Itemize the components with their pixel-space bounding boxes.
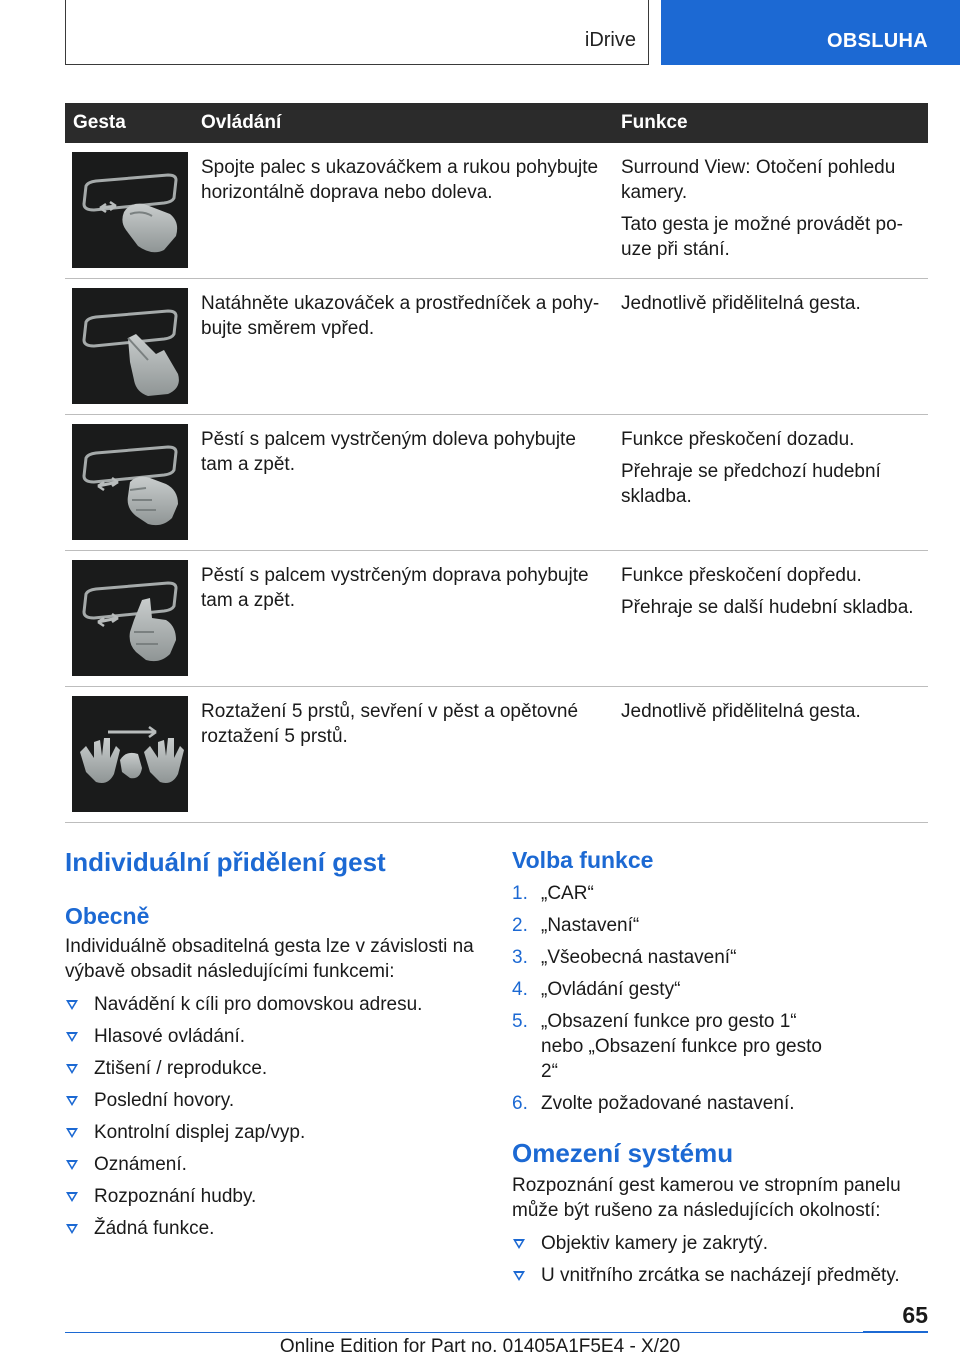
header-section-box [65,0,649,65]
gesture-spread-fist-spread-icon [72,696,188,812]
individual-assignment-section [65,845,475,1248]
triangle-bullet-icon [66,1160,78,1170]
column-header-control: Ovládání [201,112,282,133]
list-item: Poslední hovory. [65,1088,475,1113]
header-tab [661,0,960,65]
triangle-bullet-icon [513,1271,525,1281]
list-item: Kontrolní displej zap/vyp. [65,1120,475,1145]
page-number: 65 [902,1302,928,1328]
table-row [65,279,928,415]
column-header-gesture: Gesta [73,112,126,133]
header-section-label: iDrive [584,29,636,51]
list-item: Ztišení / reprodukce. [65,1056,475,1081]
select-function-section [512,845,932,1295]
gesture-function-text: Funkce přeskočení dopředu. Přehraje se další hudební skladba. [621,565,914,618]
list-item: Oznámení. [65,1152,475,1177]
gesture-control-text: Spojte palec s ukazováčkem a rukou pohybujte horizontálně doprava nebo doleva. [201,157,599,203]
triangle-bullet-icon [66,1192,78,1202]
step-item: 2. „Nastavení“ [512,915,640,936]
list-item: Žádná funkce. [65,1216,475,1241]
header-tab-label: OBSLUHA [827,30,928,52]
step-item: 5. „Obsazení funkce pro gesto 1“ nebo „Obsazení funkce pro gesto 2“ [512,1011,822,1082]
intro-paragraph: Individuálně obsaditelná gesta lze v závislosti na výbavě obsadit následujícími funkcemi: [65,936,474,982]
steps-list [512,881,932,1116]
list-item: U vnitřního zrcátka se nacházejí předměty. [512,1263,932,1288]
gesture-function-text: Funkce přeskočení dozadu. Přehraje se předchozí hudební skladba. [621,429,881,507]
triangle-bullet-icon [66,1000,78,1010]
triangle-bullet-icon [513,1239,525,1249]
gesture-fist-thumb-right-icon [72,560,188,676]
triangle-bullet-icon [66,1064,78,1074]
gesture-function-text: Jednotlivě přidělitelná gesta. [621,701,861,722]
limits-intro-paragraph: Rozpoznání gest kamerou ve stropním panelu může být rušeno za následujících okolností: [512,1175,901,1221]
gesture-fist-thumb-left-icon [72,424,188,540]
limits-list [512,1231,932,1288]
step-item: 4. „Ovládání gesty“ [512,979,681,1000]
step-item: 3. „Všeobecná nastavení“ [512,947,737,968]
list-item: Rozpoznání hudby. [65,1184,475,1209]
gesture-control-text: Natáhněte ukazováček a prostředníček a pohy‐bujte směrem vpřed. [201,293,600,339]
gesture-function-text: Jednotlivě přidělitelná gesta. [621,293,861,314]
table-header [65,103,928,143]
triangle-bullet-icon [66,1224,78,1234]
gesture-table [65,103,928,823]
table-row [65,551,928,687]
select-function-title: Volba funkce [512,847,654,873]
step-item: 1. „CAR“ [512,883,594,904]
gesture-control-text: Roztažení 5 prstů, sevření v pěst a opětovné roztažení 5 prstů. [201,701,579,747]
list-item: Navádění k cíli pro domovskou adresu. [65,992,475,1017]
table-row [65,143,928,279]
section-title: Individuální přidělení gest [65,847,386,877]
triangle-bullet-icon [66,1128,78,1138]
step-item: 6. Zvolte požadované nastavení. [512,1093,795,1114]
subsection-title: Obecně [65,903,150,929]
list-item: Hlasové ovládání. [65,1024,475,1049]
gesture-pinch-swipe-icon [72,152,188,268]
footer-divider-accent [863,1331,928,1333]
function-list [65,992,475,1241]
triangle-bullet-icon [66,1096,78,1106]
list-item: Objektiv kamery je zakrytý. [512,1231,932,1256]
column-header-function: Funkce [621,112,688,133]
footer-edition-text: Online Edition for Part no. 01405A1F5E4 - X/20 [279,1336,681,1357]
system-limits-title: Omezení systému [512,1138,734,1168]
table-row [65,687,928,823]
gesture-control-text: Pěstí s palcem vystrčeným doprava pohybujte tam a zpět. [201,565,589,611]
gesture-two-finger-forward-icon [72,288,188,404]
gesture-function-text: Surround View: Otočení pohledu kamery. Tato gesta je možné provádět po‐uze při stání. [621,157,904,260]
footer-divider [65,1332,863,1333]
table-row [65,415,928,551]
gesture-control-text: Pěstí s palcem vystrčeným doleva pohybujte tam a zpět. [201,429,576,475]
triangle-bullet-icon [66,1032,78,1042]
